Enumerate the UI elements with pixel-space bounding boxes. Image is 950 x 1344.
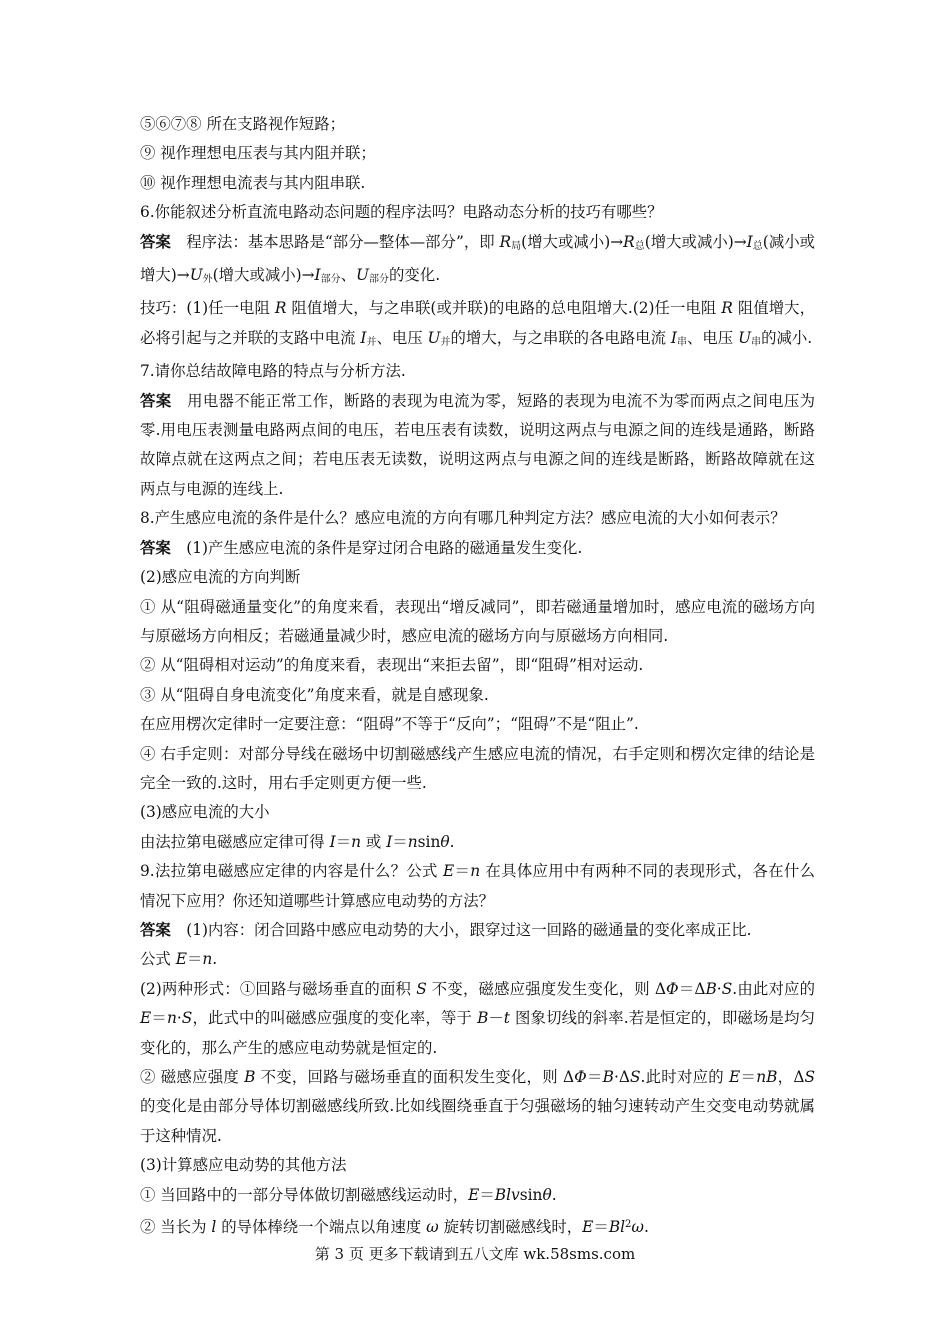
formula-line: ② 当长为 l 的导体棒绕一个端点以角速度 ω 旋转切割磁感线时，$E=Bl^2\omega$.: [140, 1218, 649, 1237]
answer-9: 答案 (1)内容：闭合回路中感应电动势的大小，跟穿过这一回路的磁通量的变化率成正比.: [140, 920, 752, 939]
question-9: 9.法拉第电磁感应定律的内容是什么？公式 E＝n 在具体应用中有两种不同的表现形式，各在什么情况下应用？你还知道哪些计算感应电动势的方法？: [140, 862, 815, 910]
text-line: ④ 右手定则：对部分导线在磁场中切割磁感线产生感应电流的情况，右手定则和楞次定律的结论是完全一致的.这时，用右手定则更方便一些.: [140, 744, 815, 792]
formula-line: ① 当回路中的一部分导体做切割磁感线运动时，E＝Blvsinθ.: [140, 1185, 557, 1204]
text-line: (3)计算感应电动势的其他方法: [140, 1156, 347, 1175]
document-body: [140, 110, 815, 1242]
answer-label: 答案: [140, 391, 172, 410]
text-line: ② 从“阻碍相对运动”的角度来看，表现出“来拒去留”，即“阻碍”相对运动.: [140, 656, 644, 675]
text-line: (2)感应电流的方向判断: [140, 568, 301, 587]
question-6: 6.你能叙述分析直流电路动态问题的程序法吗？电路动态分析的技巧有哪些？: [140, 203, 663, 222]
answer-8: 答案 (1)产生感应电流的条件是穿过闭合电路的磁通量发生变化.: [140, 538, 583, 557]
question-8: 8.产生感应电流的条件是什么？感应电流的方向有哪几种判定方法？感应电流的大小如何表示？: [140, 509, 786, 528]
text-line: (2)两种形式：①回路与磁场垂直的面积 S 不变，磁感应强度发生变化，则 ΔΦ＝ΔB·S.由此对应的 E＝n·S，此式中的叫磁感应强度的变化率，等于 B－t 图象切线的斜率.若是恒定的，即磁场是均匀变化的，那么产生的感应电动势就是恒定的.: [140, 979, 815, 1057]
answer-label: 答案: [140, 232, 171, 251]
text-line: ① 从“阻碍磁通量变化”的角度来看，表现出“增反减同”，即若磁通量增加时，感应电流的磁场方向与原磁场方向相反；若磁通量减少时，感应电流的磁场方向与原磁场方向相同.: [140, 597, 815, 645]
answer-6: 答案 程序法：基本思路是“部分—整体—部分”，即 $R_局$(增大或减小)$\to R_总$(增大或减小)$\to I_总$(减小或增大)$\to U_外$(增大或减小)$\to I_{部分}$、$U_{部分}$的变化.: [140, 232, 816, 286]
answer-label: 答案: [140, 920, 171, 939]
answer-7: 答案 用电器不能正常工作，断路的表现为电流为零，短路的表现为电流不为零而两点之间电压为零.用电压表测量电路两点间的电压，若电压表有读数，说明这两点与电源之间的连线是通路，断路故障点就在这两点之间；若电压表无读数，说明这两点与电源之间的连线是断路，断路故障就在这两点与电源的连线上.: [140, 391, 815, 498]
text-line: ⑩ 视作理想电流表与其内阻串联.: [140, 173, 366, 192]
formula-line: 由法拉第电磁感应定律可得 I＝n 或 I＝nsinθ.: [140, 832, 455, 851]
text-line: ③ 从“阻碍自身电流变化”角度来看，就是自感现象.: [140, 685, 489, 704]
question-7: 7.请你总结故障电路的特点与分析方法.: [140, 362, 406, 381]
text-line: (3)感应电流的大小: [140, 803, 270, 822]
text-line: 在应用楞次定律时一定要注意：“阻碍”不等于“反向”；“阻碍”不是“阻止”.: [140, 715, 639, 734]
text-line: ⑨ 视作理想电压表与其内阻并联；: [140, 144, 376, 163]
text-line: ⑤⑥⑦⑧ 所在支路视作短路；: [140, 115, 345, 133]
page-footer: 第 3 页 更多下载请到五八文库 wk.58sms.com: [314, 1245, 636, 1263]
tips-paragraph: 技巧：(1)任一电阻 R 阻值增大，与之串联(或并联)的电路的总电阻增大.(2)任一电阻 R 阻值增大，必将引起与之并联的支路中电流 $I_并$、电压 $U_并$的增大，与之串联的各电路电流 $I_串$、电压 $U_串$的减小.: [140, 299, 815, 348]
text-line: ② 磁感应强度 B 不变，回路与磁场垂直的面积发生变化，则 ΔΦ＝B·ΔS.此时对应的 E＝nB，ΔS 的变化是由部分导体切割磁感线所致.比如线圈绕垂直于匀强磁场的轴匀速转动产生交变电动势就属于这种情况.: [140, 1068, 815, 1145]
answer-label: 答案: [140, 538, 171, 557]
formula-line: 公式 E＝n.: [140, 950, 218, 969]
